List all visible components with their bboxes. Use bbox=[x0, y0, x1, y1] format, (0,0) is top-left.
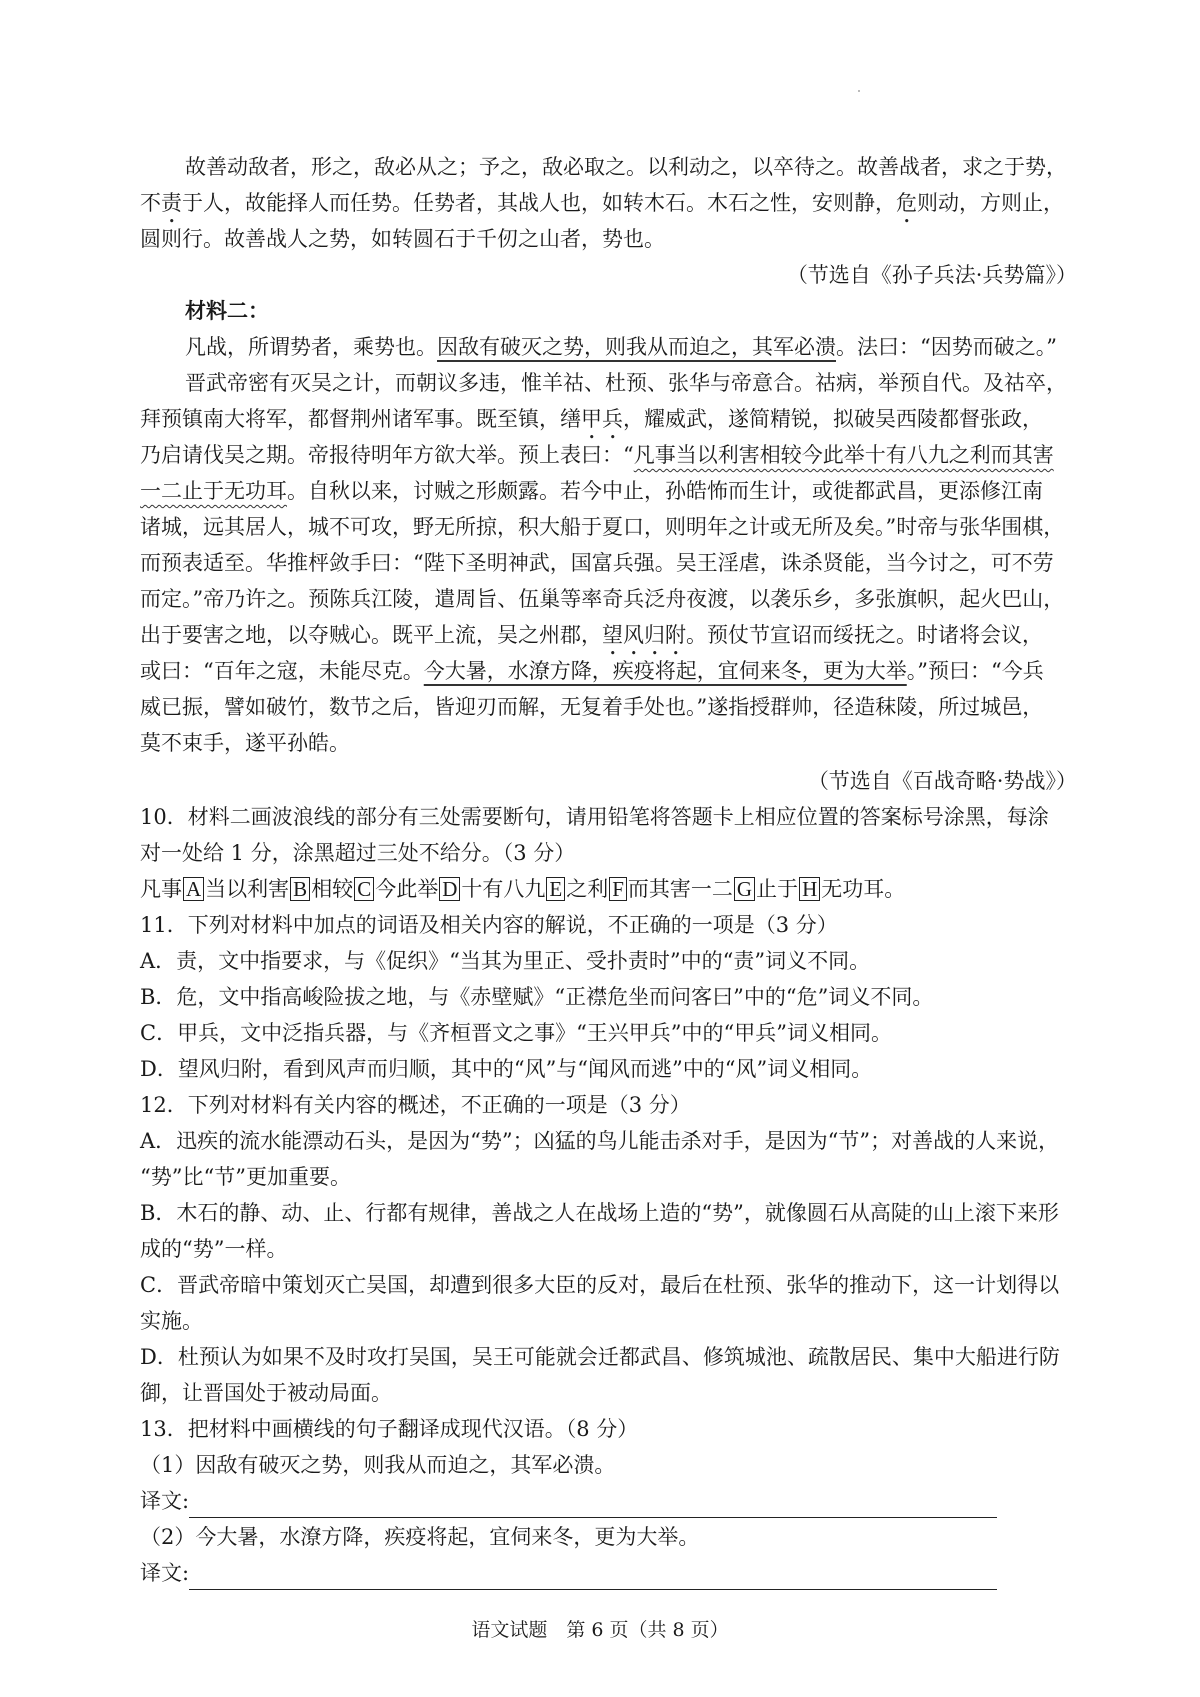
wavy-underline-passage: 一二止于无功耳 bbox=[140, 479, 287, 503]
q10-segment: 今此举 bbox=[375, 877, 439, 901]
text-run: 出于要害之地，以夺贼心。既平上流，吴之州郡， bbox=[140, 623, 602, 647]
q10-option-B[interactable]: B bbox=[290, 877, 310, 901]
text-run: 。自秋以来，讨贼之形颇露。若今中止，孙皓怖而生计，或徙都武昌，更添修江南 bbox=[287, 479, 1043, 503]
q13-answer-row-1 bbox=[140, 1484, 997, 1518]
underlined-sentence-2: 今大暑，水潦方降，疾疫将起，宜伺来冬，更为大举 bbox=[423, 659, 907, 683]
material2-line-6: 诸城，远其居人，城不可攻，野无所掠，积大船于夏口，则明年之计或无所及矣。”时帝与张华围棋， bbox=[140, 515, 1065, 539]
text-run: 不 bbox=[140, 191, 161, 215]
q10-segment: 之利 bbox=[566, 877, 609, 901]
q12-option-B-line-2[interactable]: 成的“势”一样。 bbox=[140, 1237, 288, 1261]
dotted-word-wei: 危 bbox=[896, 191, 917, 215]
q12-option-A-line-2[interactable]: “势”比“节”更加重要。 bbox=[140, 1165, 351, 1189]
dotted-word-ze: 责 bbox=[161, 191, 182, 215]
q10-option-F[interactable]: F bbox=[609, 877, 627, 901]
text-run: 则动，方则止， bbox=[917, 191, 1064, 215]
text-run: ，耀威武，遂简精锐，拟破吴西陵都督张政， bbox=[623, 407, 1043, 431]
material2-line-11: 威已振，譬如破竹，数节之后，皆迎刃而解，无复着手处也。”遂指授群帅，径造秣陵，所过城邑， bbox=[140, 695, 1044, 719]
q12-option-D-line-2[interactable]: 御，让晋国处于被动局面。 bbox=[140, 1381, 392, 1405]
text-run: 乃启请伐吴之期。帝报待明年方欲大举。预上表曰：“ bbox=[140, 443, 634, 467]
text-run: 于人，故能择人而任势。任势者，其战人也，如转木石。木石之性，安则静， bbox=[182, 191, 896, 215]
scan-speck bbox=[858, 90, 860, 92]
material1-line-3: 圆则行。故善战人之势，如转圆石于千仞之山者，势也。 bbox=[140, 227, 665, 251]
q10-segment: 相较 bbox=[311, 877, 354, 901]
material2-line-5 bbox=[140, 474, 1043, 508]
text-run: 凡战，所谓势者，乘势也。 bbox=[185, 335, 437, 359]
material1-line-1: 故善动敌者，形之，敌必从之；予之，敌必取之。以利动之，以卒待之。故善战者，求之于势， bbox=[185, 155, 1067, 179]
translation-answer-line-2[interactable] bbox=[189, 1565, 997, 1590]
q11-option-A[interactable]: A．责，文中指要求，与《促织》“当其为里正、受扑责时”中的“责”词义不同。 bbox=[140, 949, 871, 973]
q10-segment: 十有八九 bbox=[461, 877, 546, 901]
q10-option-D[interactable]: D bbox=[439, 877, 460, 901]
q10-segment: 止于 bbox=[756, 877, 799, 901]
page-footer: 语文试题 第 6 页（共 8 页） bbox=[471, 1619, 729, 1641]
dotted-word-jiabing: 甲兵 bbox=[581, 407, 623, 431]
material2-line-1 bbox=[185, 330, 1057, 364]
q10-segment: 当以利害 bbox=[205, 877, 290, 901]
material2-heading: 材料二： bbox=[185, 298, 269, 323]
q13-stem: 13．把材料中画横线的句子翻译成现代汉语。（8 分） bbox=[140, 1417, 639, 1441]
q12-option-B-line-1[interactable]: B．木石的静、动、止、行都有规律，善战之人在战场上造的“势”，就像圆石从高陡的山上滚下来形 bbox=[140, 1201, 1059, 1225]
q10-option-G[interactable]: G bbox=[734, 877, 755, 901]
q10-option-C[interactable]: C bbox=[354, 877, 374, 901]
q10-option-E[interactable]: E bbox=[546, 877, 565, 901]
material2-line-7: 而预表适至。华推枰敛手曰：“陛下圣明神武，国富兵强。吴王淫虐，诛杀贤能，当今讨之，可不劳 bbox=[140, 551, 1054, 575]
q10-stem-line-1: 10．材料二画波浪线的部分有三处需要断句，请用铅笔将答题卡上相应位置的答案标号涂黑，每涂 bbox=[140, 805, 1049, 829]
q11-option-D[interactable]: D．望风归附，看到风声而归顺，其中的“风”与“闻风而逃”中的“风”词义相同。 bbox=[140, 1057, 873, 1081]
q13-answer-row-2 bbox=[140, 1556, 997, 1590]
q11-stem: 11．下列对材料中加点的词语及相关内容的解说，不正确的一项是（3 分） bbox=[140, 913, 838, 937]
q10-break-options bbox=[140, 872, 905, 906]
underlined-sentence-1: 因敌有破灭之势，则我从而迫之，其军必溃 bbox=[437, 335, 836, 359]
material2-line-8: 而定。”帝乃许之。预陈兵江陵，遣周旨、伍巢等率奇兵泛舟夜渡，以袭乐乡，多张旗帜，起火巴山， bbox=[140, 587, 1065, 611]
q12-option-C-line-2[interactable]: 实施。 bbox=[140, 1309, 203, 1333]
text-run: 。预仗节宣诏而绥抚之。时诸将会议， bbox=[686, 623, 1043, 647]
q13-sentence-2: （2）今大暑，水潦方降，疾疫将起，宜伺来冬，更为大举。 bbox=[140, 1525, 700, 1549]
material2-source: （节选自《百战奇略·势战》） bbox=[807, 769, 1077, 793]
q10-segment: 无功耳。 bbox=[821, 877, 906, 901]
translation-answer-line-1[interactable] bbox=[189, 1493, 997, 1518]
q10-segment: 而其害一二 bbox=[627, 877, 733, 901]
material2-line-4 bbox=[140, 438, 1054, 472]
q12-option-C-line-1[interactable]: C．晋武帝暗中策划灭亡吴国，却遭到很多大臣的反对，最后在杜预、张华的推动下，这一计划得以 bbox=[140, 1273, 1060, 1297]
translation-label: 译文: bbox=[140, 1489, 190, 1513]
text-run: 。法曰：“因势而破之。” bbox=[836, 335, 1057, 359]
q10-option-A[interactable]: A bbox=[183, 877, 204, 901]
q12-stem: 12．下列对材料有关内容的概述，不正确的一项是（3 分） bbox=[140, 1093, 691, 1117]
q11-option-B[interactable]: B．危，文中指高峻险拔之地，与《赤壁赋》“正襟危坐而问客曰”中的“危”词义不同。 bbox=[140, 985, 934, 1009]
q12-option-D-line-1[interactable]: D．杜预认为如果不及时攻打吴国，吴王可能就会迁都武昌、修筑城池、疏散居民、集中大船进行防 bbox=[140, 1345, 1060, 1369]
translation-label: 译文: bbox=[140, 1561, 190, 1585]
q10-option-H[interactable]: H bbox=[799, 877, 820, 901]
wavy-underline-passage: 凡事当以利害相较今此举十有八九之利而其害 bbox=[633, 443, 1054, 467]
q10-segment: 凡事 bbox=[140, 877, 182, 901]
material1-source: （节选自《孙子兵法·兵势篇》） bbox=[786, 263, 1077, 287]
text-run: 拜预镇南大将军，都督荆州诸军事。既至镇，缮 bbox=[140, 407, 581, 431]
q11-option-C[interactable]: C．甲兵，文中泛指兵器，与《齐桓晋文之事》“王兴甲兵”中的“甲兵”词义相同。 bbox=[140, 1021, 893, 1045]
q10-stem-line-2: 对一处给 1 分，涂黑超过三处不给分。（3 分） bbox=[140, 841, 576, 865]
dotted-word-wangfengguifu: 望风归附 bbox=[602, 623, 686, 647]
q12-option-A-line-1[interactable]: A．迅疾的流水能漂动石头，是因为“势”；凶猛的鸟儿能击杀对手，是因为“节”；对善战的人来说， bbox=[140, 1129, 1060, 1153]
text-run: 或曰：“百年之寇，未能尽克。 bbox=[140, 659, 424, 683]
material2-line-10 bbox=[140, 654, 1044, 688]
q13-sentence-1: （1）因敌有破灭之势，则我从而迫之，其军必溃。 bbox=[140, 1453, 616, 1477]
text-run: 。”预曰：“今兵 bbox=[906, 659, 1044, 683]
material2-line-12: 莫不束手，遂平孙皓。 bbox=[140, 731, 350, 755]
material2-line-2: 晋武帝密有灭吴之计，而朝议多违，惟羊祜、杜预、张华与帝意合。祜病，举预自代。及祜卒， bbox=[185, 371, 1067, 395]
